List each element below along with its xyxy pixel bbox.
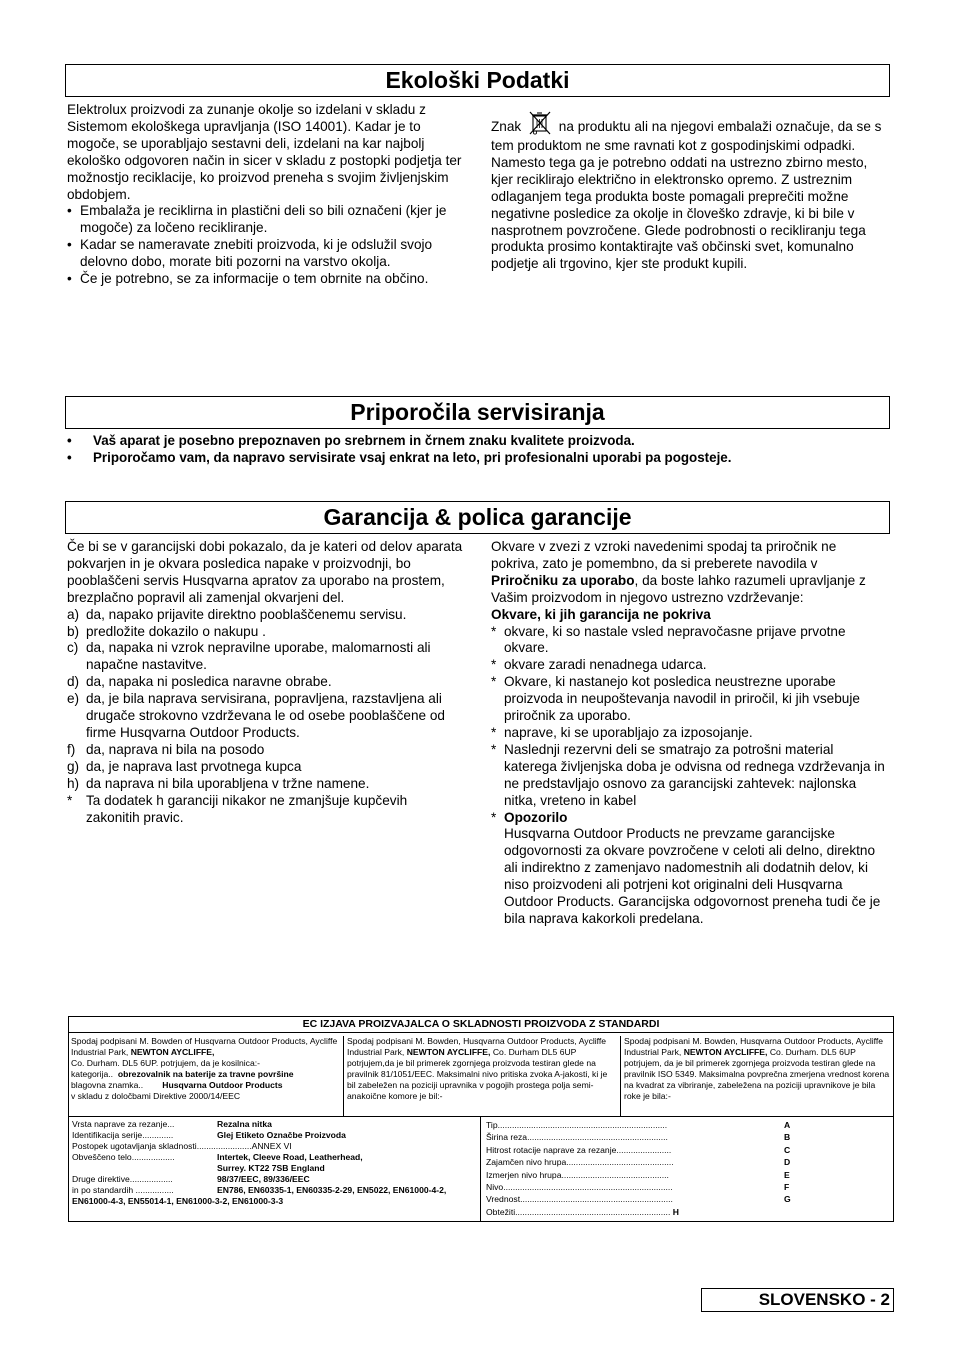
ec-details-row [69,1117,893,1221]
detail-row: Surrey. KT22 7SB England [217,1163,325,1173]
list-item: * Opozorilo Husqvarna Outdoor Products ne prevzame garancijske odgovornosti za okvare povzročene v celoti ali delno, direktno ali indirektno z zamenjavo nadomestnih ali dodatnih delov, ki niso proizvodeni ali potrjeni kot originalni deli Husqvarna Outdoor Products. Garancijska odgovornost preneha tudi če je bila naprava kakorkoli predelana. [491,809,881,926]
ec-title: EC IZJAVA PROIZVAJALCA O SKLADNOSTI PROIZVODA Z STANDARDI [69,1017,893,1033]
detail-row: Obveščeno telo.................. Intertek, Cleeve Road, Leatherhead, [72,1152,363,1162]
list-item: • Priporočamo vam, da napravo servisirate vsaj enkrat na leto, pri profesionalni uporabi pa pogosteje. [67,449,732,465]
eco-left-column [67,102,465,288]
detail-row: Izmerjen nivo hrupa............................................. E [486,1169,790,1180]
list-item: * naprave, ki se uporabljajo za izposojanje. [491,724,753,740]
warranty-intro: Če bi se v garancijski dobi pokazalo, da je kateri od delov aparata pokvarjen in je okvara posledica napake v proizvodnji, bo pooblaščeni servis Husqvarna apratov za uporabo na prostem, brezplačno popravil ali zamenjal okvarjeni del. [67,539,463,605]
warning-text: Husqvarna Outdoor Products ne prevzame garancijske odgovornosti za okvare povzročene v celoti ali delno, direktno ali indirektno z zamenjavo nadomestnih ali dodatnih delov, ki niso proizvodeni ali potrjeni kot originalni deli Husqvarna Outdoor Products. Garancijska odgovornost preneha tudi če je bila naprava kakorkoli predelana. [504,826,881,926]
warranty-title: Garancija & polica garancije [65,501,890,534]
eco-intro: Elektrolux proizvodi za zunanje okolje so izdelani v skladu z Sistemom ekološkega upravljanja (ISO 14001). Kadar je to mogoče, se uporabljajo sestavni deli, izdelani na kar najbolj ekološko odgovoren način in sicer v skladu z postopki podjetja ter možnostjo reciklacije, ko proizvod preneha s svojim življenjskim obdobjem. [67,102,462,202]
warning-label: Opozorilo [504,809,568,825]
list-item: h) da naprava ni bila uporabljena v tržne namene. [67,775,370,791]
list-item: b) predložite dokazilo o nakupu . [67,623,266,639]
list-item: * Okvare, ki nastanejo kot posledica neustrezne uporabe proizvoda in neupoštevanja navodil in priročil, ki jih vsebuje priročnik za uporabo. [491,674,860,724]
detail-row: Vrsta naprave za rezanje... Rezalna nitka [72,1119,272,1129]
detail-row: Obtežiti................................................................. H [486,1206,679,1217]
warranty-right-column [491,539,886,928]
list-item: c) da, napaka ni vzrok nepravilne uporabe, malomarnosti ali napačne nastavitve. [67,640,431,673]
eco-right-column [491,118,883,273]
detail-row: Druge direktive.................. 98/37/EEC, 89/336/EEC [72,1174,310,1184]
standards-continued: EN61000-4-3, EN55014-1, EN61000-3-2, EN61000-3-3 [72,1196,284,1206]
list-item: • Embalaža je reciklirna in plastični deli so bili označeni (kjer je mogoče) za ločeno recikliranje. [67,203,447,236]
detail-row: Zajamčen nivo hrupa............................................. D [486,1157,791,1168]
ec-details-left [69,1117,481,1221]
detail-row: Vrednost................................................................ G [486,1194,791,1205]
eco-title: Ekološki Podatki [65,64,890,97]
list-item: * okvare, ki so nastale vsled nepravočasne prijave prvotne okvare. [491,623,846,656]
page-footer-label: SLOVENSKO - 2 [701,1288,894,1312]
service-list [67,433,827,466]
warranty-left-column [67,539,463,826]
detail-row: Nivo....................................................................... F [486,1181,790,1192]
exclusions-heading: Okvare, ki jih garancija ne pokriva [491,606,711,622]
crossed-bin-icon [525,118,555,138]
detail-row: Tip....................................................................... A [486,1120,791,1130]
list-item: e) da, je bila naprava servisirana, popravljena, razstavljena ali drugače strokovno vzdrževana le od osebe pooblaščene od firme Husqvarna Outdoor Products. [67,691,445,740]
list-item: * okvare zaradi nenadnega udarca. [491,657,707,673]
detail-row: Širina reza........................................................... B [486,1132,791,1143]
list-item: g) da, je naprava last prvotnega kupca [67,758,302,774]
detail-row: Identifikacija serije............. Glej Etiketo Označbe Proizvoda [72,1130,346,1140]
ec-statements-row [69,1036,893,1117]
service-title: Priporočila servisiranja [65,396,890,429]
warranty-right-intro: Okvare v zvezi z vzroki navedenimi spodaj ta priročnik ne pokriva, zato je pomembno, da si preberete navodila v Priročniku za uporabo, da boste lahko razumeli upravljanje z Vašim proizvodom in njegovo ustrezno vzdrževanje: [491,539,866,605]
list-item: d) da, napaka ni posledica naravne obrabe. [67,674,332,690]
list-item: f) da, naprava ni bila na posodo [67,741,265,757]
detail-row: Hitrost rotacije naprave za rezanje....................... C [486,1144,791,1155]
ec-statement-1: Spodaj podpisani M. Bowden of Husqvarna Outdoor Products, Aycliffe Industrial Park, NEWTON AYCLIFFE, Co. Durham. DL5 6UP. potrjujem, da je kosilnica:- kategorija.. obrezovalnik na baterije za travne površine blagovna znamka.. Husqvarna Outdoor Products v skladu z določbami Direktive 2000/14/EEC [69,1036,344,1116]
detail-row: in po standardih ................ EN786, EN60335-1, EN60335-2-29, EN5022, EN61000-4-2, [72,1185,447,1195]
ec-details-right [482,1117,893,1221]
list-item: * Ta dodatek h garanciji nikakor ne zmanjšuje kupčevih zakonitih pravic. [67,792,408,825]
ec-statement-2: Spodaj podpisani M. Bowden, Husqvarna Outdoor Products, Aycliffe Industrial Park, NEWTON AYCLIFFE, Co. Durham DL5 6UP potrjujem,da je bil primerek zgornjega proizvoda testiran glede na pravilnik 81/1051/EEC. Maksimalni nivo pritiska zvoka A-jakosti, ki je bil zabeležen na poziciji upravnika v pogojih prostega polja semi-anakoične komore je bil:- [345,1036,621,1116]
list-item: • Kadar se nameravate znebiti proizvoda, ki je odslužil svojo delovno dobo, morate biti pozorni na varstvo okolja. [67,237,433,270]
list-item: • Vaš aparat je posebno prepoznaven po srebrnem in črnem znaku kvalitete proizvoda. [67,433,635,448]
list-item: • Če je potrebno, se za informacije o tem obrnite na občino. [67,271,429,287]
detail-row: Postopek ugotavljanja skladnosti.......................ANNEX VI [72,1141,292,1151]
list-item: * Naslednji rezervni deli se smatrajo za potrošni material katerega življenjska doba je odvisna od rednega vzdrževanja in ne predstavljajo osnovo za garancijski zahtevek: najlonska nitka, vreteno in kabel [491,741,885,808]
list-item: a) da, napako prijavite direktno pooblaščenemu servisu. [67,606,407,622]
ec-declaration-box [68,1016,894,1222]
weee-paragraph: Znak na produktu ali na njegovi embalaži označuje, da se s tem produktom ne sme ravnati kot z gospodinjskimi odpadki. Namesto tega ga je potrebno oddati na ustrezno zbirno mesto, kjer reciklirajo električno in elektronsko opremo. Z ustreznim odlaganjem tega produkta boste pomagali preprečiti možne negativne posledice za okolje in človeško zdravje, ki bi bile v nasprotnem povzročene. Glede podrobnosti o recikliranju tega produkta prosimo kontaktirajte vaš občinski svet, komunalno podjetje ali trgovino, kjer ste produkt kupili. [491,118,883,273]
ec-statement-3: Spodaj podpisani M. Bowden, Husqvarna Outdoor Products, Aycliffe Industrial Park, NEWTON AYCLIFFE, Co. Durham. DL5 6UP potrjujem, da je bil primerek zgornjega proizvoda testiran glede na pravilnik ISO 5349. Maksimalna povprečna zmerjena vrednost korena na kvadrat za vibriranje, zabeležena na poziciji upravnikove je bila roke je bila:- [624,1036,890,1101]
